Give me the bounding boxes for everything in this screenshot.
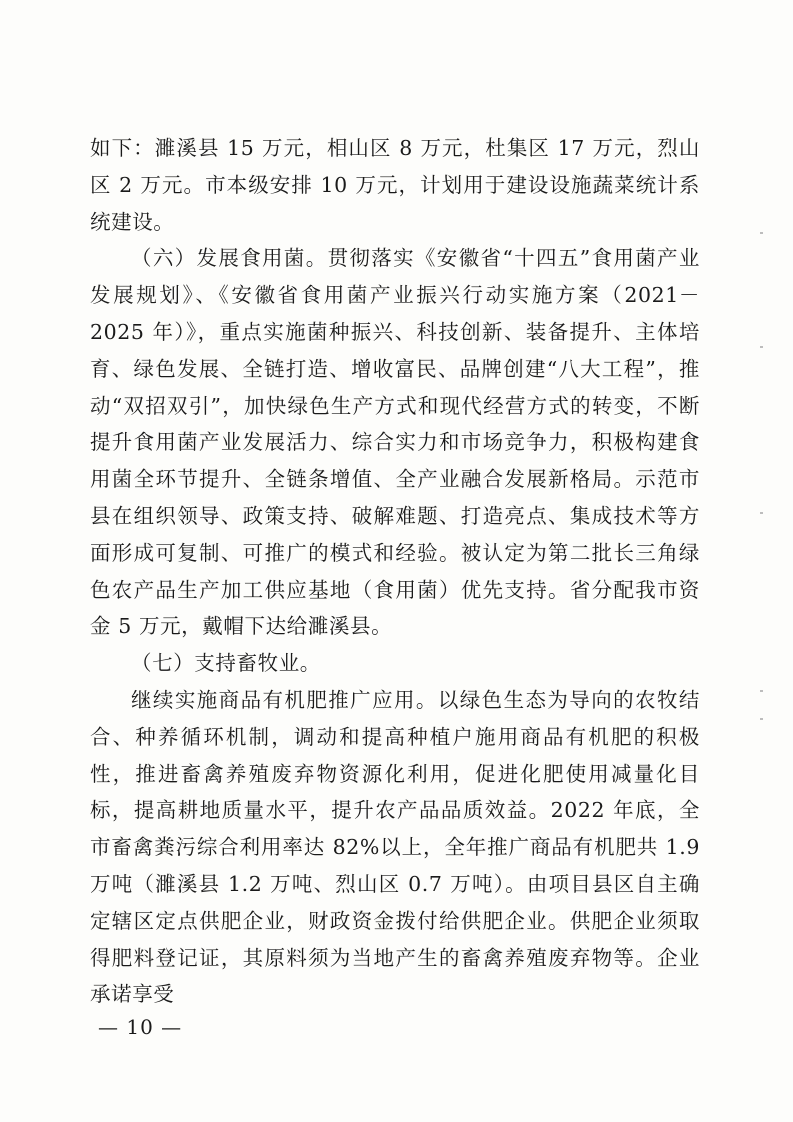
paragraph-edible-fungi: （六）发展食用菌。贯彻落实《安徽省“十四五”食用菌产业发展规划》、《安徽省食用菌产业振兴行动实施方案（2021－2025 年）》，重点实施菌种振兴、科技创新、装备提升、主体培育、绿色发展、全链打造、增收富民、品牌创建“八大工程”，推动“双招双引”，加快绿色生产方式和现代经营方式的转变，不断提升食用菌产业发展活力、综合实力和市场竞争力，积极构建食用菌全环节提升、全链条增值、全产业融合发展新格局。示范市县在组织领导、政策支持、破解难题、打造亮点、集成技术等方面形成可复制、可推广的模式和经验。被认定为第二批长三角绿色农产品生产加工供应基地（食用菌）优先支持。省分配我市资金 5 万元，戴帽下达给濉溪县。 (90, 246, 700, 639)
scan-mark (760, 690, 763, 692)
paragraph-funding-allocation: 如下：濉溪县 15 万元，相山区 8 万元，杜集区 17 万元，烈山区 2 万元。市本级安排 10 万元，计划用于建设设施蔬菜统计系统建设。 (90, 136, 700, 234)
page-number: — 10 — (98, 1015, 183, 1039)
scan-mark (760, 512, 763, 514)
section-heading-livestock: （七）支持畜牧业。 (131, 651, 321, 676)
scan-mark (760, 718, 763, 720)
document-body (90, 130, 700, 1013)
scan-mark (760, 346, 763, 348)
paragraph-organic-fertilizer: 继续实施商品有机肥推广应用。以绿色生态为导向的农牧结合、种养循环机制，调动和提高种植户施用商品有机肥的积极性，推进畜禽养殖废弃物资源化利用，促进化肥使用减量化目标，提高耕地质量水平，提升农产品品质效益。2022 年底，全市畜禽粪污综合利用率达 82%以上，全年推广商品有机肥共 1.9 万吨（濉溪县 1.2 万吨、烈山区 0.7 万吨）。由项目县区自主确定辖区定点供肥企业，财政资金拨付给供肥企业。供肥企业须取得肥料登记证，其原料须为当地产生的畜禽养殖废弃物等。企业承诺享受 (90, 687, 700, 1007)
scan-mark (760, 232, 763, 234)
